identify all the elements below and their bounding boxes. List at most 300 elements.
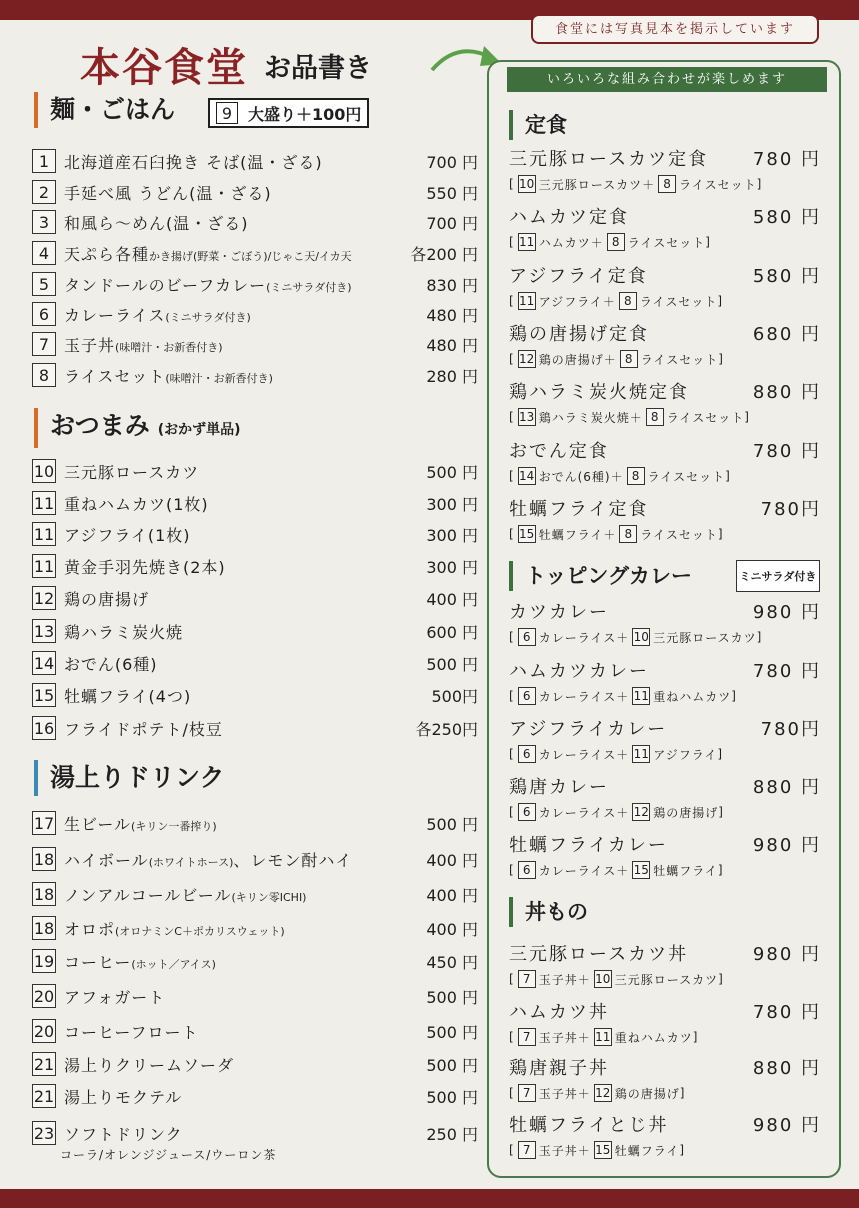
item-name-text: コーヒー xyxy=(64,952,132,972)
combo-price: 880 円 xyxy=(752,777,821,798)
item-name-text: 和風ら～めん(温・ざる) xyxy=(64,213,249,233)
combo-item-line xyxy=(509,498,821,522)
combo-item xyxy=(509,206,821,251)
component-name: 三元豚ロースカツ xyxy=(614,972,719,987)
component-name: カレーライス xyxy=(538,630,617,645)
photo-notice: 食堂には写真見本を掲示しています xyxy=(531,14,819,44)
section-title-topping-curry: トッピングカレー xyxy=(509,561,692,591)
menu-row xyxy=(32,948,478,974)
item-note: (味噌汁・お新香付き) xyxy=(115,340,223,354)
item-name xyxy=(64,303,422,326)
combo-item xyxy=(509,601,821,646)
combo-components: [ 7 玉子丼 ＋ 10 三元豚ロースカツ ] xyxy=(509,972,724,987)
item-number: 15 xyxy=(32,683,56,707)
item-name-text: おでん(6種) xyxy=(64,654,158,674)
component-number: 6 xyxy=(518,803,536,821)
menu-row xyxy=(32,650,478,676)
combo-components: [ 11 ハムカツ ＋ 8 ライスセット ] xyxy=(509,235,711,250)
item-number: 4 xyxy=(32,241,56,265)
item-name-text: ノンアルコールビール xyxy=(64,885,232,905)
item-name xyxy=(64,812,422,835)
section-title-drinks xyxy=(34,760,225,796)
item-number: 11 xyxy=(32,522,56,546)
combo-price: 980 円 xyxy=(752,835,821,856)
item-number: 10 xyxy=(32,459,56,483)
combo-item-line xyxy=(509,601,821,625)
menu-row xyxy=(32,1018,478,1044)
combo-item-line xyxy=(509,1114,821,1138)
component-number: 8 xyxy=(607,233,625,251)
soft-drink-options: コーラ/オレンジジュース/ウーロン茶 xyxy=(60,1148,277,1162)
component-name: 玉子丼 xyxy=(538,1030,578,1045)
item-name-text: 鶏の唐揚げ xyxy=(64,589,150,609)
combo-price: 780円 xyxy=(760,719,821,740)
combo-item xyxy=(509,381,821,426)
combo-item xyxy=(509,148,821,193)
component-name: 玉子丼 xyxy=(538,1086,578,1101)
combo-item-line xyxy=(509,440,821,464)
menu-row xyxy=(32,521,478,547)
component-name: アジフライ xyxy=(538,294,603,309)
item-name xyxy=(64,364,422,387)
component-name: おでん(6種) xyxy=(538,469,611,484)
component-number: 11 xyxy=(519,235,535,249)
item-price: 500円 xyxy=(431,686,478,706)
item-number: 14 xyxy=(32,651,56,675)
component-number: 10 xyxy=(595,972,611,986)
component-number: 10 xyxy=(633,630,649,644)
combo-price: 980 円 xyxy=(752,944,821,965)
component-name: 玉子丼 xyxy=(538,972,578,987)
item-name-text: 玉子丼 xyxy=(64,335,116,355)
item-note: (味噌汁・お新香付き) xyxy=(165,371,273,385)
combo-components: [ 12 鶏の唐揚げ ＋ 8 ライスセット ] xyxy=(509,352,724,367)
item-name-text: 手延べ風 うどん(温・ざる) xyxy=(64,183,272,203)
item-price: 500 円 xyxy=(426,1022,478,1042)
item-price: 500 円 xyxy=(426,1055,478,1075)
item-number: 20 xyxy=(32,1019,56,1043)
combo-item-line xyxy=(509,834,821,858)
component-name: 鶏の唐揚げ xyxy=(614,1086,680,1101)
combo-name: 三元豚ロースカツ定食 xyxy=(509,149,709,170)
combo-price: 880 円 xyxy=(752,382,821,403)
item-number: 2 xyxy=(32,180,56,204)
component-name: 牡蠣フライ xyxy=(614,1143,680,1158)
combo-name: おでん定食 xyxy=(509,441,609,462)
item-note: (ミニサラダ付き) xyxy=(165,310,251,324)
item-name xyxy=(64,684,427,707)
combo-name: 牡蠣フライ定食 xyxy=(509,499,649,520)
item-name xyxy=(64,211,422,234)
item-number: 6 xyxy=(32,302,56,326)
item-number: 18 xyxy=(32,882,56,906)
section-title-noodles-rice xyxy=(34,92,175,128)
combo-name: 鶏の唐揚げ定食 xyxy=(509,324,649,345)
menu-row xyxy=(32,1120,478,1146)
component-name: 三元豚ロースカツ xyxy=(653,630,757,645)
menu-row xyxy=(32,553,478,579)
combo-name: 鶏唐親子丼 xyxy=(509,1058,609,1079)
combo-item-line xyxy=(509,1057,821,1081)
component-number: 8 xyxy=(627,467,645,485)
combo-components: [ 7 玉子丼 ＋ 15 牡蠣フライ ] xyxy=(509,1143,686,1158)
component-name: 鶏の唐揚げ xyxy=(653,805,719,820)
combo-item-line xyxy=(509,323,821,347)
combo-name: 鶏ハラミ炭火焼定食 xyxy=(509,382,689,403)
item-price: 各200 円 xyxy=(410,244,478,264)
combo-item-line xyxy=(509,1001,821,1025)
menu-row xyxy=(32,881,478,907)
item-name xyxy=(64,555,422,578)
item-note: (キリン一番搾り) xyxy=(131,819,217,833)
item-price: 700 円 xyxy=(426,213,478,233)
combo-price: 680 円 xyxy=(752,324,821,345)
combo-components: [ 6 カレーライス ＋ 11 アジフライ ] xyxy=(509,747,724,762)
component-number: 15 xyxy=(595,1143,611,1157)
menu-row xyxy=(32,240,478,266)
component-number: 8 xyxy=(619,525,637,543)
section-title-text: 湯上りドリンク xyxy=(50,763,225,792)
component-number: 11 xyxy=(633,747,649,761)
item-number: 23 xyxy=(32,1121,56,1145)
item-number: 12 xyxy=(32,586,56,610)
combo-name: アジフライカレー xyxy=(509,719,668,740)
component-number: 7 xyxy=(518,1084,536,1102)
item-number: 21 xyxy=(32,1084,56,1108)
combo-components: [ 11 アジフライ ＋ 8 ライスセット ] xyxy=(509,294,724,309)
item-name-text: オロポ xyxy=(64,919,116,939)
menu-row xyxy=(32,148,478,174)
section-title-text: 麺・ごはん xyxy=(50,95,176,124)
item-price: 450 円 xyxy=(426,952,478,972)
item-name-text: 黄金手羽先焼き(2本) xyxy=(64,557,226,577)
component-name: カレーライス xyxy=(538,689,617,704)
combo-name: 三元豚ロースカツ丼 xyxy=(509,944,689,965)
combo-name: ハムカツ丼 xyxy=(509,1002,609,1023)
combo-item xyxy=(509,718,821,763)
component-number: 8 xyxy=(620,350,638,368)
component-number: 15 xyxy=(519,527,535,541)
combo-components: [ 7 玉子丼 ＋ 11 重ねハムカツ ] xyxy=(509,1030,699,1045)
component-name: 玉子丼 xyxy=(538,1143,578,1158)
item-name xyxy=(64,848,422,871)
item-note: (ミニサラダ付き) xyxy=(266,280,352,294)
item-name xyxy=(64,242,406,265)
combo-components: [ 6 カレーライス ＋ 12 鶏の唐揚げ ] xyxy=(509,805,724,820)
component-name: 鶏の唐揚げ xyxy=(538,352,604,367)
item-name-text: ハイボール xyxy=(64,850,149,870)
component-number: 8 xyxy=(658,175,676,193)
component-name: ライスセット xyxy=(640,527,718,542)
combo-name: 鶏唐カレー xyxy=(509,777,609,798)
item-price: 500 円 xyxy=(426,987,478,1007)
badge-text: 大盛り＋100円 xyxy=(248,104,362,124)
bottom-band xyxy=(0,1189,859,1208)
combo-price: 780 円 xyxy=(752,149,821,170)
component-number: 6 xyxy=(518,628,536,646)
combo-components: [ 10 三元豚ロースカツ ＋ 8 ライスセット ] xyxy=(509,177,763,192)
combo-item-line xyxy=(509,265,821,289)
component-name: ライスセット xyxy=(639,294,718,309)
combo-price: 880 円 xyxy=(752,1058,821,1079)
item-name xyxy=(64,492,422,515)
combo-price: 780 円 xyxy=(752,441,821,462)
combo-banner: いろいろな組み合わせが楽しめます xyxy=(507,67,827,92)
item-number: 18 xyxy=(32,847,56,871)
component-name: カレーライス xyxy=(538,863,617,878)
item-number: 11 xyxy=(32,491,56,515)
item-name-text: 三元豚ロースカツ xyxy=(64,462,200,482)
component-name: 三元豚ロースカツ xyxy=(538,177,643,192)
menu-row xyxy=(32,915,478,941)
item-number: 20 xyxy=(32,984,56,1008)
item-name xyxy=(64,181,422,204)
item-name xyxy=(64,1122,422,1145)
menu-row xyxy=(32,810,478,836)
item-note: (ホット／アイス) xyxy=(131,957,216,971)
item-number: 3 xyxy=(32,210,56,234)
item-name-text: 牡蠣フライ(4つ) xyxy=(64,686,192,706)
menu-row xyxy=(32,331,478,357)
menu-row xyxy=(32,179,478,205)
item-price: 400 円 xyxy=(426,589,478,609)
item-name xyxy=(64,587,422,610)
combo-item xyxy=(509,323,821,368)
item-name-text: 北海道産石臼挽き そば(温・ざる) xyxy=(64,152,323,172)
item-price: 400 円 xyxy=(426,919,478,939)
item-name xyxy=(64,950,422,973)
item-number: 16 xyxy=(32,716,56,740)
item-name xyxy=(64,917,422,940)
item-number: 7 xyxy=(32,332,56,356)
combo-components: [ 15 牡蠣フライ ＋ 8 ライスセット ] xyxy=(509,527,724,542)
combo-components: [ 6 カレーライス ＋ 11 重ねハムカツ ] xyxy=(509,689,737,704)
item-price: 400 円 xyxy=(426,850,478,870)
item-number: 18 xyxy=(32,916,56,940)
item-price: 550 円 xyxy=(426,183,478,203)
menu-row xyxy=(32,846,478,872)
combo-name: アジフライ定食 xyxy=(509,266,648,287)
component-number: 13 xyxy=(519,410,535,424)
component-name: アジフライ xyxy=(653,747,718,762)
item-name-text: ソフトドリンク xyxy=(64,1124,183,1144)
section-title-text: おつまみ xyxy=(50,411,150,440)
combo-item-line xyxy=(509,206,821,230)
component-name: ライスセット xyxy=(647,469,726,484)
item-number: 8 xyxy=(32,363,56,387)
mini-salad-badge: ミニサラダ付き xyxy=(736,560,820,592)
combo-item xyxy=(509,660,821,705)
combo-item-line xyxy=(509,148,821,172)
combo-components: [ 14 おでん(6種) ＋ 8 ライスセット ] xyxy=(509,469,731,484)
combo-price: 980 円 xyxy=(752,602,821,623)
item-name xyxy=(64,620,422,643)
item-name-text: フライドポテト/枝豆 xyxy=(64,719,223,739)
item-price: 300 円 xyxy=(426,525,478,545)
combo-price: 580 円 xyxy=(752,266,821,287)
component-number: 7 xyxy=(518,970,536,988)
menu-row xyxy=(32,983,478,1009)
menu-row xyxy=(32,458,478,484)
combo-item-line xyxy=(509,943,821,967)
menu-row xyxy=(32,618,478,644)
component-number: 12 xyxy=(633,805,649,819)
component-name: ライスセット xyxy=(640,352,719,367)
combo-name: ハムカツ定食 xyxy=(509,207,629,228)
item-price: 700 円 xyxy=(426,152,478,172)
component-name: 牡蠣フライ xyxy=(653,863,718,878)
item-name-text: 生ビール xyxy=(64,814,132,834)
combo-price: 580 円 xyxy=(752,207,821,228)
combo-components: [ 6 カレーライス ＋ 15 牡蠣フライ ] xyxy=(509,863,724,878)
component-name: ライスセット xyxy=(666,410,745,425)
combo-name: 牡蠣フライカレー xyxy=(509,835,668,856)
component-number: 15 xyxy=(633,863,649,877)
item-name xyxy=(64,523,422,546)
item-name xyxy=(64,652,422,675)
menu-row xyxy=(32,585,478,611)
menu-row xyxy=(32,271,478,297)
menu-row xyxy=(32,682,478,708)
item-number: 13 xyxy=(32,619,56,643)
combo-price: 780円 xyxy=(760,499,821,520)
item-name xyxy=(64,273,422,296)
menu-row xyxy=(32,209,478,235)
component-number: 6 xyxy=(518,687,536,705)
item-price: 830 円 xyxy=(426,275,478,295)
component-number: 7 xyxy=(518,1141,536,1159)
item-name xyxy=(64,333,422,356)
item-name-text: 重ねハムカツ(1枚) xyxy=(64,494,209,514)
item-number: 21 xyxy=(32,1052,56,1076)
item-price: 300 円 xyxy=(426,557,478,577)
component-name: 重ねハムカツ xyxy=(614,1030,693,1045)
menu-row xyxy=(32,1051,478,1077)
combo-item xyxy=(509,440,821,485)
combo-item xyxy=(509,1001,821,1046)
item-name-text: アフォガート xyxy=(64,987,166,1007)
component-name: 牡蠣フライ xyxy=(538,527,604,542)
component-number: 11 xyxy=(633,689,649,703)
combo-item xyxy=(509,943,821,988)
item-name xyxy=(64,1053,422,1076)
component-number: 6 xyxy=(518,861,536,879)
item-price: 280 円 xyxy=(426,366,478,386)
component-name: 鶏ハラミ炭火焼 xyxy=(538,410,630,425)
component-number: 10 xyxy=(519,177,535,191)
combo-item-line xyxy=(509,660,821,684)
item-name-text: コーヒーフロート xyxy=(64,1022,199,1042)
item-price: 各250円 xyxy=(415,719,478,739)
component-name: カレーライス xyxy=(538,747,617,762)
item-price: 500 円 xyxy=(426,1087,478,1107)
item-name-tail: 、レモン酎ハイ xyxy=(233,850,353,870)
component-name: 重ねハムカツ xyxy=(653,689,732,704)
section-title-teishoku: 定食 xyxy=(509,110,567,140)
item-number: 5 xyxy=(32,272,56,296)
combo-name: 牡蠣フライとじ丼 xyxy=(509,1115,669,1136)
component-number: 8 xyxy=(619,292,637,310)
item-name xyxy=(64,985,422,1008)
section-title-snacks xyxy=(34,408,241,448)
component-name: ライスセット xyxy=(679,177,757,192)
combo-price: 780 円 xyxy=(752,661,821,682)
item-note: (オロナミンC＋ポカリスウェット) xyxy=(115,924,285,938)
item-name xyxy=(64,150,422,173)
combo-item xyxy=(509,265,821,310)
item-name-text: ライスセット xyxy=(64,366,166,386)
item-number: 17 xyxy=(32,811,56,835)
item-note: (ホワイトホース) xyxy=(148,855,234,869)
item-number: 19 xyxy=(32,949,56,973)
combo-item xyxy=(509,498,821,543)
item-price: 400 円 xyxy=(426,885,478,905)
component-number: 14 xyxy=(519,469,535,483)
item-number: 11 xyxy=(32,554,56,578)
item-price: 250 円 xyxy=(426,1124,478,1144)
component-name: ハムカツ xyxy=(538,235,591,250)
section-note: (おかず単品) xyxy=(157,422,241,438)
menu-subtitle: お品書き xyxy=(264,53,372,84)
item-name-text: 湯上りモクテル xyxy=(64,1087,183,1107)
combo-components: [ 6 カレーライス ＋ 10 三元豚ロースカツ ] xyxy=(509,630,763,645)
menu-row xyxy=(32,301,478,327)
component-number: 6 xyxy=(518,745,536,763)
item-name-text: 天ぷら各種 xyxy=(64,244,150,264)
item-name-text: 湯上りクリームソーダ xyxy=(64,1055,235,1075)
combo-item xyxy=(509,776,821,821)
combo-name: ハムカツカレー xyxy=(509,661,649,682)
item-price: 600 円 xyxy=(426,622,478,642)
combo-item-line xyxy=(509,718,821,742)
menu-row xyxy=(32,490,478,516)
item-note: かき揚げ(野菜・ごぼう)/じゃこ天/イカ天 xyxy=(149,249,352,263)
item-price: 500 円 xyxy=(426,462,478,482)
item-price: 480 円 xyxy=(426,335,478,355)
item-name xyxy=(64,717,411,740)
combo-price: 980 円 xyxy=(752,1115,821,1136)
combo-item xyxy=(509,1114,821,1159)
item-name-text: アジフライ(1枚) xyxy=(64,525,191,545)
combo-item-line xyxy=(509,381,821,405)
component-number: 11 xyxy=(595,1030,611,1044)
combo-item-line xyxy=(509,776,821,800)
combo-item xyxy=(509,834,821,879)
item-name xyxy=(64,883,422,906)
item-price: 500 円 xyxy=(426,814,478,834)
item-note: (キリン零ICHI) xyxy=(231,890,307,904)
component-number: 8 xyxy=(646,408,664,426)
menu-row xyxy=(32,715,478,741)
combo-item xyxy=(509,1057,821,1102)
item-price: 500 円 xyxy=(426,654,478,674)
combo-name: カツカレー xyxy=(509,602,609,623)
menu-row xyxy=(32,1083,478,1109)
item-name xyxy=(64,1085,422,1108)
item-name xyxy=(64,1020,422,1043)
component-number: 12 xyxy=(595,1086,611,1100)
component-name: ライスセット xyxy=(627,235,706,250)
item-name xyxy=(64,460,422,483)
component-number: 11 xyxy=(519,294,535,308)
item-number: 1 xyxy=(32,149,56,173)
component-number: 12 xyxy=(519,352,535,366)
component-name: カレーライス xyxy=(538,805,617,820)
component-number: 7 xyxy=(518,1028,536,1046)
combo-price: 780 円 xyxy=(752,1002,821,1023)
item-price: 480 円 xyxy=(426,305,478,325)
restaurant-name: 本谷食堂 xyxy=(80,45,248,91)
